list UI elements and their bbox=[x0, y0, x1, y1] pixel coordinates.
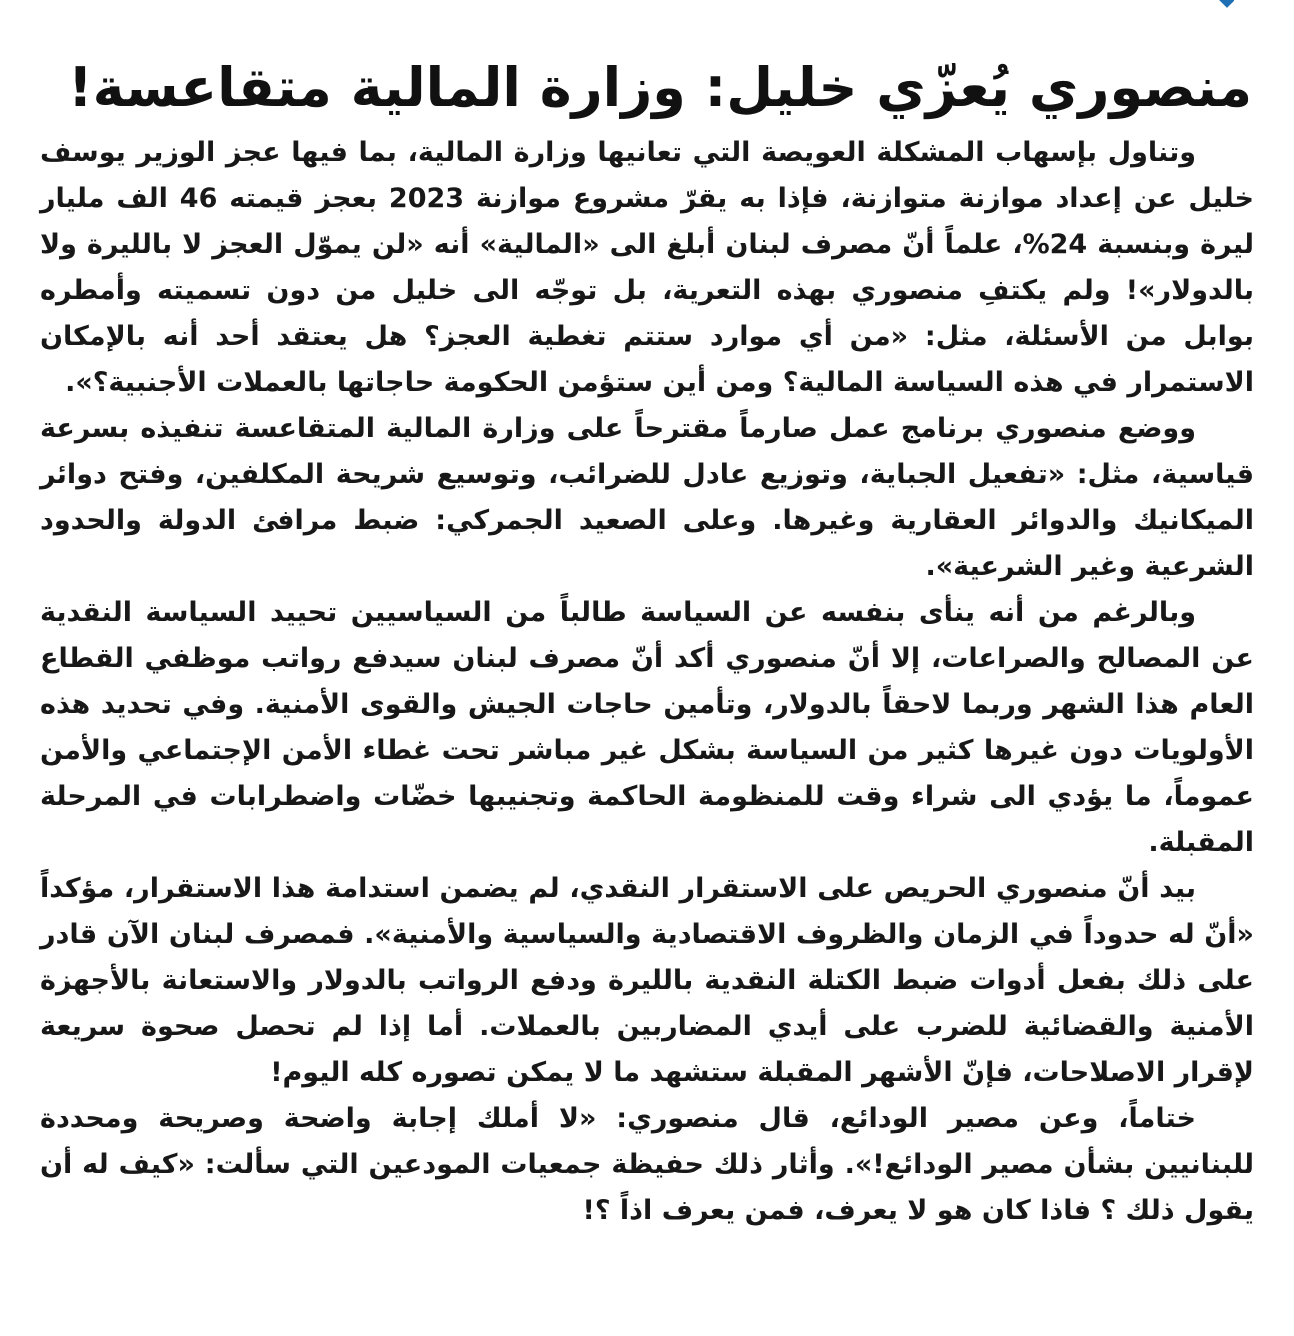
article-body bbox=[40, 48, 1254, 1234]
paragraph-stability: بيد أنّ منصوري الحريص على الاستقرار النقدي، لم يضمن استدامة هذا الاستقرار، مؤكداً «أنّ له حدوداً في الزمان والظروف الاقتصادية والسياسية والأمنية». فمصرف لبنان الآن قادر على ذلك بفعل أدوات ضبط الكتلة النقدية بالليرة ودفع الرواتب بالدولار والاستعانة بالأجهزة الأمنية والقضائية للضرب على أيدي المضاربين بالعملات. أما إذا لم تحصل صحوة سريعة لإقرار الاصلاحات، فإنّ الأشهر المقبلة ستشهد ما لا يمكن تصوره كله اليوم! bbox=[40, 873, 1254, 1088]
article-headline: منصوري يُعزّي خليل: وزارة المالية متقاعسة! bbox=[67, 56, 1252, 119]
paragraph-deposits: ختاماً، وعن مصير الودائع، قال منصوري: «لا أملك إجابة واضحة وصريحة ومحددة للبنانيين بشأن مصير الودائع!». وأثار ذلك حفيظة جمعيات المودعين التي سألت: «كيف له أن يقول ذلك ؟ فاذا كان هو لا يعرف، فمن يعرف اذاً ؟! bbox=[40, 1103, 1254, 1226]
paragraph-monetary-policy: وبالرغم من أنه ينأى بنفسه عن السياسة طالباً من السياسيين تحييد السياسة النقدية عن المصالح والصراعات، إلا أنّ منصوري أكد أنّ مصرف لبنان سيدفع رواتب موظفي القطاع العام هذا الشهر وربما لاحقاً بالدولار، وتأمين حاجات الجيش والقوى الأمنية. وفي تحديد هذه الأولويات دون غيرها كثير من السياسة بشكل غير مباشر تحت غطاء الأمن الإجتماعي والأمن عموماً، ما يؤدي الى شراء وقت للمنظومة الحاكمة وتجنيبها خضّات واضطرابات في المرحلة المقبلة. bbox=[40, 597, 1254, 858]
paragraph-deficit: وتناول بإسهاب المشكلة العويصة التي تعانيها وزارة المالية، بما فيها عجز الوزير يوسف خليل عن إعداد موازنة متوازنة، فإذا به يقرّ مشروع موازنة 2023 بعجز قيمته 46 الف مليار ليرة وبنسبة 24%، علماً أنّ مصرف لبنان أبلغ الى «المالية» أنه «لن يموّل العجز لا بالليرة ولا بالدولار»! ولم يكتفِ منصوري بهذه التعرية، بل توجّه الى خليل من دون تسميته وأمطره بوابل من الأسئلة، مثل: «من أي موارد ستتم تغطية العجز؟ هل يعتقد أحد أنه بالإمكان الاستمرار في هذه السياسة المالية؟ ومن أين ستؤمن الحكومة حاجاتها بالعملات الأجنبية؟». bbox=[40, 137, 1255, 398]
corner-accent-mark bbox=[1212, 0, 1234, 10]
paragraph-work-program: ووضع منصوري برنامج عمل صارماً مقترحاً على وزارة المالية المتقاعسة تنفيذه بسرعة قياسية، مثل: «تفعيل الجباية، وتوزيع عادل للضرائب، وتوسيع شريحة المكلفين، وفتح دوائر الميكانيك والدوائر العقارية وغيرها. وعلى الصعيد الجمركي: ضبط مرافئ الدولة والحدود الشرعية وغير الشرعية». bbox=[40, 413, 1254, 582]
